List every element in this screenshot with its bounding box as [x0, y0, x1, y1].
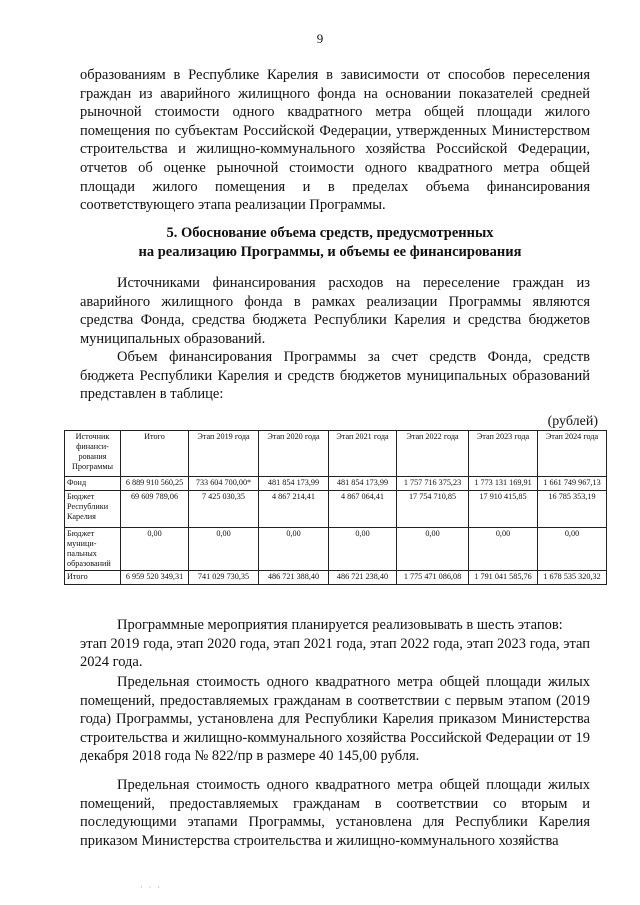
table-cell: 0,00 [397, 528, 469, 571]
table-unit-label: (рублей) [547, 414, 598, 429]
table-cell: 1 773 131 169,91 [469, 477, 538, 491]
table-cell: 0,00 [189, 528, 259, 571]
table-cell: 0,00 [538, 528, 607, 571]
paragraph-stages-rest: этап 2019 года, этап 2020 года, этап 2021 года, этап 2022 года, этап 2023 года, этап 2024 года. [80, 635, 590, 671]
table-cell: 16 785 353,19 [538, 491, 607, 528]
table-cell: 1 791 041 585,76 [469, 571, 538, 585]
table-row-total [65, 571, 607, 585]
table-cell: 733 604 700,00* [189, 477, 259, 491]
header-source: Источник финанси-рования Программы [65, 431, 121, 477]
table-cell: 481 854 173,99 [329, 477, 397, 491]
intro-paragraph: образованиям в Республике Карелия в зависимости от способов переселения граждан из аварийного жилищного фонда на основании показателей средней рыночной стоимости одного квадратного метра общей площади жилого помещения по субъектам Российской Федерации, утвержденных Министерством строительства и жилищно-коммунального хозяйства Российской Федерации, отчетов об оценке рыночной стоимости одного квадратного метра общей площади жилого помещения и в пределах объема финансирования соответствующего этапа реализации Программы. [80, 67, 590, 214]
table-cell: 17 910 415,85 [469, 491, 538, 528]
table-cell: 0,00 [329, 528, 397, 571]
financing-table [64, 430, 607, 585]
table-cell: 741 029 730,35 [189, 571, 259, 585]
header-total: Итого [121, 431, 189, 477]
header-2024: Этап 2024 года [538, 431, 607, 477]
table-cell: 69 609 789,06 [121, 491, 189, 528]
table-cell: 0,00 [121, 528, 189, 571]
table-row [65, 477, 607, 491]
table-cell: 4 867 214,41 [259, 491, 329, 528]
header-2023: Этап 2023 года [469, 431, 538, 477]
paragraph-price-next-stages: Предельная стоимость одного квадратного метра общей площади жилых помещений, предоставляемых гражданам в соответствии со вторым и последующими этапами Программы, установлена для Республики Карелия приказом Министерства строительства и жилищно-коммунального хозяйства [80, 777, 590, 849]
paragraph-stages [80, 616, 590, 672]
row-label: Итого [65, 571, 121, 585]
paragraph-funding-volume: Объем финансирования Программы за счет средств Фонда, средств бюджета Республики Карелия и средств бюджетов муниципальных образований представлен в таблице: [80, 349, 590, 403]
paragraph-stages-line1: Программные мероприятия планируется реализовывать в шесть этапов: [117, 617, 563, 633]
paragraph-price-stage1: Предельная стоимость одного квадратного метра общей площади жилых помещений, предоставляемых гражданам в соответствии с первым этапом (2019 года) Программы, установлена для Республики Карелия приказом Министерства строительства и жилищно-коммунального хозяйства Российской Федерации от 19 декабря 2018 года № 822/пр в размере 40 145,00 рубля. [80, 674, 590, 765]
table-cell: 486 721 238,40 [329, 571, 397, 585]
table-cell: 6 889 910 560,25 [121, 477, 189, 491]
paragraph-funding-sources: Источниками финансирования расходов на переселение граждан из аварийного жилищного фонда в рамках реализации Программы являются средства Фонда, средства бюджета Республики Карелия и средства бюджетов муниципальных образований. [80, 275, 590, 347]
header-2021: Этап 2021 года [329, 431, 397, 477]
row-label: Бюджет муници-пальных образований [65, 528, 121, 571]
table-cell: 17 754 710,85 [397, 491, 469, 528]
table-cell: 1 757 716 375,23 [397, 477, 469, 491]
row-label: Фонд [65, 477, 121, 491]
table-cell: 7 425 030,35 [189, 491, 259, 528]
table-header-row [65, 431, 607, 477]
section-heading-line2: на реализацию Программы, и объемы ее финансирования [138, 243, 522, 260]
table-cell: 1 678 535 320,32 [538, 571, 607, 585]
table-cell: 486 721 388,40 [259, 571, 329, 585]
section-heading-line1: 5. Обоснование объема средств, предусмотренных [166, 225, 494, 241]
footer-scan-mark: · · · [140, 883, 162, 892]
row-label: Бюджет Республики Карелия [65, 491, 121, 528]
table-row [65, 491, 607, 528]
header-2020: Этап 2020 года [259, 431, 329, 477]
header-2022: Этап 2022 года [397, 431, 469, 477]
section-heading [60, 224, 600, 261]
table-row [65, 528, 607, 571]
table-cell: 6 959 520 349,31 [121, 571, 189, 585]
table-cell: 0,00 [259, 528, 329, 571]
table-cell: 1 775 471 086,08 [397, 571, 469, 585]
page-number: 9 [316, 31, 324, 46]
table-cell: 0,00 [469, 528, 538, 571]
table-cell: 481 854 173,99 [259, 477, 329, 491]
table-cell: 1 661 749 967,13 [538, 477, 607, 491]
header-2019: Этап 2019 года [189, 431, 259, 477]
table-cell: 4 867 064,41 [329, 491, 397, 528]
